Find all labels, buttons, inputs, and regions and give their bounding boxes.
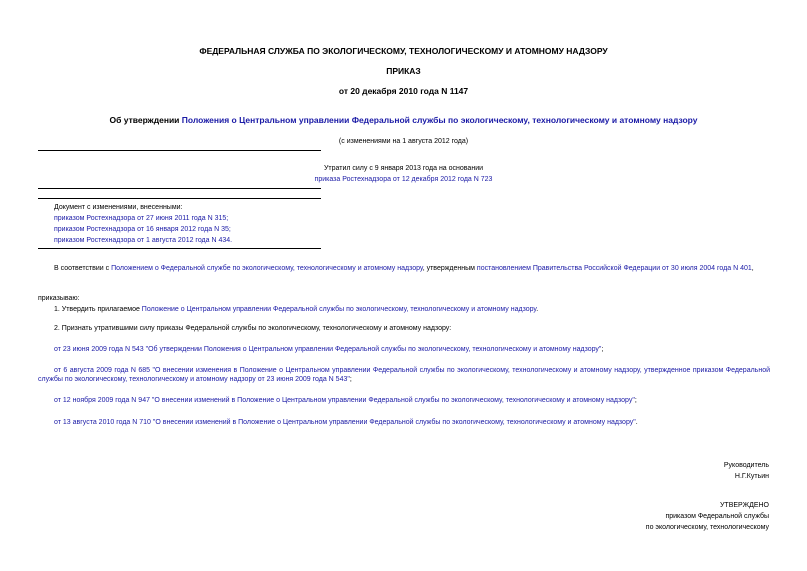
repealed-sep: ;	[601, 346, 604, 353]
lapse-link[interactable]: приказа Ростехнадзора от 12 декабря 2012 года N 723	[314, 176, 493, 183]
doc-title-prefix: Об утверждении	[109, 115, 182, 125]
repealed-item	[38, 366, 770, 384]
repealed-end: .	[635, 419, 638, 426]
regulation-link[interactable]: Положением о Федеральной службе по экологическому, технологическому и атомному надзору	[111, 265, 423, 272]
repealed-link[interactable]: от 23 июня 2009 года N 543 "Об утверждении Положения о Центральном управлении Федеральной службы по экологическому, технологическому и атомному надзору"	[54, 346, 602, 353]
repealed-link[interactable]: от 12 ноября 2009 года N 947 "О внесении изменений в Положение о Центральном управлении Федеральной службы по экологическому, технологическому и атомному надзору"	[54, 397, 635, 404]
resolution-link[interactable]: постановлением Правительства Российской Федерации от 30 июля 2004 года N 401	[476, 265, 752, 272]
approved-line: приказом Федеральной службы	[665, 513, 769, 520]
divider	[38, 150, 321, 151]
signature-role: Руководитель	[723, 462, 769, 469]
lapse-text: Утратил силу с 9 января 2013 года на основании	[323, 165, 484, 172]
repealed-item	[54, 396, 637, 405]
repealed-item	[54, 345, 603, 354]
doc-date-number: от 20 декабря 2010 года N 1147	[338, 86, 469, 96]
preamble	[38, 264, 770, 273]
divider	[38, 188, 321, 189]
order-word: приказываю:	[38, 295, 80, 302]
preamble-text: ,	[751, 265, 754, 272]
item-1-text: 1. Утвердить прилагаемое	[54, 306, 142, 313]
preamble-text: В соответствии с	[54, 265, 112, 272]
approved-line: по экологическому, технологическому	[645, 524, 769, 531]
change-item[interactable]: приказом Ростехнадзора от 1 августа 2012 года N 434.	[54, 237, 233, 244]
doc-title-link[interactable]: Положения о Центральном управлении Федеральной службы по экологическому, технологическому и атомному надзору	[181, 115, 698, 125]
changes-intro: Документ с изменениями, внесенными:	[54, 204, 183, 211]
repealed-link[interactable]: от 13 августа 2010 года N 710 "О внесении изменений в Положение о Центральном управлении Федеральной службы по экологическому, технологическому и атомному надзору"	[54, 419, 636, 426]
agency-name: ФЕДЕРАЛЬНАЯ СЛУЖБА ПО ЭКОЛОГИЧЕСКОМУ, ТЕХНОЛОГИЧЕСКОМУ И АТОМНОМУ НАДЗОРУ	[199, 46, 608, 56]
repealed-sep: ;	[349, 376, 352, 383]
item-1-link[interactable]: Положение о Центральном управлении Федеральной службы по экологическому, технологическому и атомному надзору	[141, 306, 537, 313]
item-1-text: .	[536, 306, 539, 313]
item-2: 2. Признать утратившими силу приказы Федеральной службы по экологическому, технологическому и атомному надзору:	[54, 325, 452, 332]
approved-title: УТВЕРЖДЕНО	[719, 502, 769, 509]
item-1	[54, 305, 538, 314]
repealed-sep: ;	[634, 397, 637, 404]
amend-note: (с изменениями на 1 августа 2012 года)	[338, 138, 469, 145]
change-item[interactable]: приказом Ростехнадзора от 16 января 2012 года N 35;	[54, 226, 231, 233]
repealed-link[interactable]: от 6 августа 2009 года N 685 "О внесении изменения в Положение о Центральном управлении Федеральной службы по экологическому, технологическому и атомному надзору, утвержденное приказом Федеральной службы по экологическому, технологическому и атомному надзору от 23 июня 2009 года N 543"	[38, 367, 770, 383]
change-item[interactable]: приказом Ростехнадзора от 27 июня 2011 года N 315;	[54, 215, 229, 222]
signature-name: Н.Г.Кутьин	[734, 473, 769, 480]
divider	[38, 248, 321, 249]
doc-title	[0, 116, 807, 125]
doc-type: ПРИКАЗ	[386, 66, 421, 76]
repealed-item	[54, 418, 638, 427]
divider	[38, 198, 321, 199]
preamble-text: , утвержденным	[422, 265, 477, 272]
